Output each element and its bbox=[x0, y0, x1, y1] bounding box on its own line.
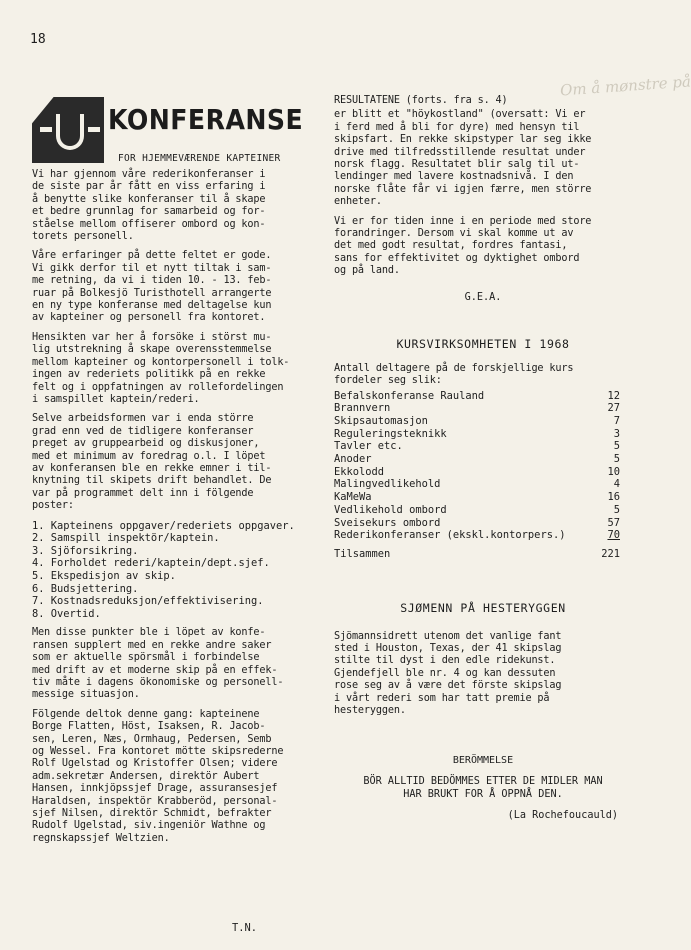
results-signature: G.E.A. bbox=[464, 291, 502, 303]
table-row bbox=[334, 402, 620, 415]
author-signature: T.N. bbox=[232, 922, 258, 934]
course-name: Sveisekurs ombord bbox=[334, 516, 441, 529]
left-column bbox=[32, 97, 328, 852]
agenda-item: 2. Samspill inspektör/kaptein. bbox=[32, 532, 220, 545]
course-count: 10 bbox=[607, 465, 620, 478]
course-name: Rederikonferanser (ekskl.kontorpers.) bbox=[334, 529, 566, 542]
course-count: 5 bbox=[613, 503, 620, 516]
agenda-item: 1. Kapteinens oppgaver/rederiets oppgaver. bbox=[32, 519, 295, 532]
paragraph: er blitt et "höykostland" (oversatt: Vi er i ferd med å bli for dyre) med hensyn til skipsfart. En rekke skipstyper lar seg ikke drive med tilfredsstillende resultat under norsk flagg. Resultatet blir salg til ut- lendinger med lavere kostnadsnivå. I den norske flåte får vi igjen færre, men större enheter. bbox=[334, 109, 592, 208]
table-row bbox=[334, 453, 620, 466]
course-name: Anoder bbox=[334, 453, 372, 466]
total-row bbox=[334, 542, 620, 561]
agenda-item: 4. Forholdet rederi/kaptein/dept.sjef. bbox=[32, 557, 270, 570]
agenda-item: 3. Sjöforsikring. bbox=[32, 544, 139, 557]
agenda-item: 8. Overtid. bbox=[32, 607, 101, 620]
agenda-list bbox=[32, 520, 328, 621]
table-row bbox=[334, 428, 620, 441]
table-row bbox=[334, 466, 620, 479]
course-name: Reguleringsteknikk bbox=[334, 427, 447, 440]
article-header bbox=[32, 97, 328, 169]
course-name: KaMeWa bbox=[334, 491, 372, 504]
course-count: 16 bbox=[607, 491, 620, 504]
paragraph: Vi er for tiden inne i en periode med store forandringer. Dersom vi skal komme ut av det med godt resultat, fordres fantasi, sans for effektivitet og dyktighet ombord og på land. bbox=[334, 215, 592, 277]
agenda-item: 6. Budsjettering. bbox=[32, 582, 139, 595]
table-row bbox=[334, 440, 620, 453]
course-name: Ekkolodd bbox=[334, 465, 385, 478]
table-row bbox=[334, 517, 620, 530]
course-count: 27 bbox=[607, 402, 620, 415]
paragraph: Hensikten var her å forsöke i störst mu- lig utstrekning å skape overensstemmelse mellom kapteiner og kontorpersonell i tolk- ingen av rederiets politikk på en rekke felt og i oppfatningen av rollefordelingen i samspillet kaptein/rederi. bbox=[32, 331, 290, 405]
paragraph: Vi har gjennom våre rederikonferanser i de siste par år fått en viss erfaring i å benytte slike konferanser til å skape et bedre grunnlag for samarbeid og for- ståelse mellom offiserer ombord og kon- torets personell. bbox=[32, 169, 266, 243]
participants-paragraph: Fölgende deltok denne gang: kapteinene Borge Flatten, Höst, Isaksen, R. Jacob- sen, Leren, Næs, Ormhaug, Pedersen, Semb og Wessel. Fra kontoret mötte skipsrederne Rolf Ugelstad og Kristoffer Olsen; videre adm.sekretær Andersen, direktör Aubert Hansen, innkjöpssjef Drage, assuransesjef Haraldsen, inspektör Krabberöd, personal- sjef Nilsen, direktör Schmidt, befrakter Rudolf Ugelstad, siv.ingeniör Wathne og regnskapssjef Weltzien. bbox=[32, 708, 284, 844]
paragraph: Selve arbeidsformen var i enda större grad enn ved de tidligere konferanser preget av gruppearbeid og diskusjoner, med et minimum av foredrag o.l. I löpet av konferansen ble en rekke emner i til- knytning til skipets drift behandlet. De var på programmet delt inn i fölgende poster: bbox=[32, 413, 272, 512]
course-count: 3 bbox=[613, 427, 620, 440]
right-column bbox=[334, 95, 632, 821]
agenda-item: 5. Ekspedisjon av skip. bbox=[32, 569, 176, 582]
courses-intro: Antall deltagere på de forskjellige kurs fordeler seg slik: bbox=[334, 362, 574, 387]
course-name: Brannvern bbox=[334, 402, 391, 415]
page-number: 18 bbox=[30, 32, 46, 47]
article-title: KONFERANSE bbox=[108, 103, 304, 136]
course-name: Tavler etc. bbox=[334, 440, 403, 453]
courses-title: KURSVIRKSOMHETEN I 1968 bbox=[396, 336, 570, 351]
course-count: 57 bbox=[607, 516, 620, 529]
course-count: 70 bbox=[607, 529, 620, 542]
table-row bbox=[334, 415, 620, 428]
results-title: RESULTATENE (forts. fra s. 4) bbox=[334, 95, 508, 106]
praise-quote: BÖR ALLTID BEDÖMMES ETTER DE MIDLER MAN HAR BRUKT FOR Å OPPNÅ DEN. bbox=[363, 776, 603, 801]
praise-title: BERÖMMELSE bbox=[452, 755, 514, 767]
course-name: Skipsautomasjon bbox=[334, 414, 428, 427]
table-row bbox=[334, 478, 620, 491]
praise-author: (La Rochefoucauld) bbox=[507, 809, 618, 821]
course-count: 4 bbox=[613, 478, 620, 491]
course-name: Vedlikehold ombord bbox=[334, 503, 447, 516]
courses-table bbox=[334, 390, 620, 561]
sjomenn-paragraph: Sjömannsidrett utenom det vanlige fant sted i Houston, Texas, der 41 skipslag stilte til dyst i den edle ridekunst. Gjendefjell ble nr. 4 og kan dessuten rose seg av å være det förste skipslag i vårt rederi som har tatt premie på hesteryggen. bbox=[334, 630, 562, 717]
table-row bbox=[334, 529, 620, 542]
course-count: 5 bbox=[613, 440, 620, 453]
company-logo-icon bbox=[32, 97, 104, 163]
table-row bbox=[334, 504, 620, 517]
table-row bbox=[334, 491, 620, 504]
paragraph: Våre erfaringer på dette feltet er gode. Vi gikk derfor til et nytt tiltak i sam- me retning, da vi i tiden 10. - 13. feb- ruar på Bolkesjö Turisthotell arrangerte en ny type konferanse med deltagelse kun av kapteiner og personell fra kontoret. bbox=[32, 250, 272, 324]
sjomenn-title: SJØMENN PÅ HESTERYGGEN bbox=[400, 600, 566, 615]
show-through-text: Om å mønstre på bbox=[559, 72, 691, 100]
course-name: Malingvedlikehold bbox=[334, 478, 441, 491]
total-count: 221 bbox=[601, 547, 620, 560]
course-count: 5 bbox=[613, 453, 620, 466]
total-label: Tilsammen bbox=[334, 547, 391, 560]
course-count: 7 bbox=[613, 414, 620, 427]
table-row bbox=[334, 390, 620, 403]
article-subtitle: FOR HJEMMEVÆRENDE KAPTEINER bbox=[118, 153, 281, 164]
agenda-item: 7. Kostnadsreduksjon/effektivisering. bbox=[32, 595, 264, 608]
paragraph: Men disse punkter ble i löpet av konfe- ransen supplert med en rekke andre saker som er aktuelle spörsmål i forbindelse med drift av et moderne skip på en effek- tiv måte i dagens ökonomiske og personell- messige situasjon. bbox=[32, 627, 284, 701]
course-count: 12 bbox=[607, 389, 620, 402]
course-name: Befalskonferanse Rauland bbox=[334, 389, 485, 402]
